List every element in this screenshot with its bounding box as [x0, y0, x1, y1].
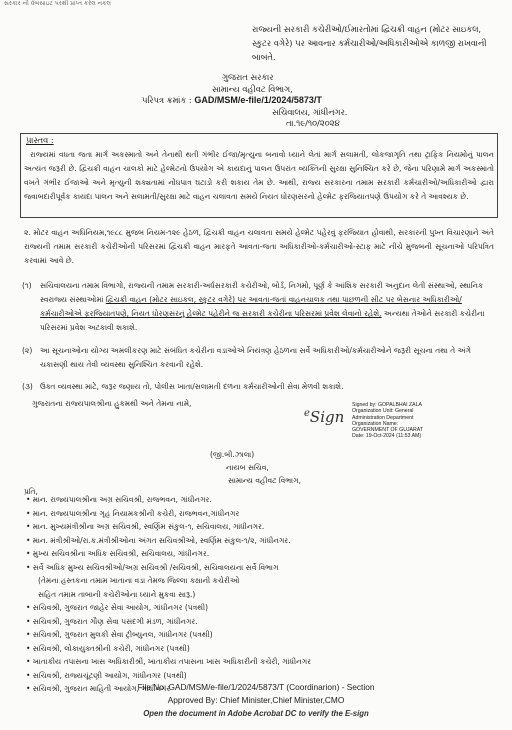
signer-designation: નાયબ સચિવ, — [226, 463, 269, 472]
instruction-text: આ સૂચનાઓના યોગ્ય અમલીકરણ માટે સંબંધિત કચેરીના વડાઓએ નિયંત્રણ હેઠળના સર્વે અધિકારીઓ/કર્મચારીઓને જરૂરી સૂચના તથા તે અંગે ચકાસણી થાય તેવી વ્યવસ્થા સુનિશ્ચિત કરવાની રહેશે. — [40, 346, 471, 369]
preamble-text: રાજ્યમાં વધતા જતા માર્ગ અકસ્માતો અને તેનાથી થતી ગંભીર ઈજા/મૃત્યુના બનાવો ધ્યાને લેતાં માર્ગ સલામતી, લોકજાગૃતિ તથા ટ્રાફિક નિયમોનું પાલન અત્યંત જરૂરી છે. દ્વિચક્રી વાહન ચાલકો માટે હેલ્મેટનો ઉપયોગ એ કાયદાનું પાલન ઉપરાંત વ્યક્તિની સુરક્ષા સુનિશ્ચિત કરે છે, જેના પરિણામે માર્ગ અકસ્માતો વખતે ગંભીર ઈજાઓ અને મૃત્યુની શક્યતામાં નોંધપાત્ર ઘટાડો કરી શકાય તેમ છે. આથી, રાજ્ય સરકારના તમામ સરકારી કર્મચારીઓ/અધિકારીઓ દ્વારા જવાબદારીપૂર્વક કાયદા પાલન અને સલામતી/સુરક્ષા માટે વાહન ચલાવતા સમયે નિયત ધોરણસરનો હેલ્મેટ ફરજિયાતપણે ઉપયોગ કરે તે આવશ્યક છે. — [24, 150, 494, 201]
list-item: • સચિવશ્રી, ગુજરાત મુલકી સેવા ટ્રીબ્યુનલ, ગાંધીનગર (પત્રથી) — [26, 630, 213, 639]
list-item: • સચિવશ્રી, રાજ્યચૂંટણી આયોગ, ગાંધીનગર (પત્રથી) — [26, 670, 187, 680]
preamble-title: પ્રાસ્તવ : — [26, 135, 54, 145]
list-item: (તેમના હસ્તકના તમામ ખાતાના વડા તેમજ જિલ્લા કક્ષાની કચેરીઓ — [38, 576, 240, 585]
department-name: સામાન્ય વહીવટ વિભાગ, — [212, 83, 293, 94]
signer-name: (જી.બી.ઝાલા) — [210, 450, 255, 459]
esign-org-name-2: GOVERNMENT OF GUJARAT — [352, 427, 423, 434]
instruction-number: (૨) — [22, 346, 33, 355]
signer-department: સામાન્ય વહીવટ વિભાગ, — [228, 476, 301, 485]
paragraph-2-number: ૨. — [24, 228, 31, 237]
top-strip: સરકાર ની વેબસાઇટ પરથી પ્રાપ્ત કરેલ નકલ — [4, 0, 111, 7]
instruction-text: સચિવાલયના તમામ વિભાગો, રાજ્યની તમામ સરકારી-અર્ધસરકારી કચેરીઓ, બોર્ડ, નિગમો, પૂર્ણ કે આંશિક સરકારી અનુદાન લેતી સંસ્થાઓ, સ્થાનિક સ્વરાજ્ય સંસ્થાઓમાં — [40, 281, 484, 304]
paragraph-2 — [24, 226, 494, 268]
paragraph-2-text: મોટર વાહન અધિનિયમ,૧૯૮૮ મુજબ નિયમ-૧૨૯ હેઠળ, દ્વિચક્રી વાહન ચલાવતા સમયે હેલ્મેટ પહેરવું ફરજિયાત હોવાથી, સરકારની પુખ્ત વિચારણાને અંતે રાજ્યની તમામ સરકારી કચેરીઓની પરિસરમાં દ્વિચક્રી વાહન મારફતે આવતા-જતા અધિકારીઓ-કર્મચારીઓ-સ્ટાફ માટે નીચે મુજબની સૂચનાઓ પરિપત્રિત કરવામાં આવે છે. — [24, 228, 494, 265]
list-item: • ખાતાકીય તપાસના ખાસ અધિકારીશ્રી, ખાતાકીય તપાસના ખાસ અધિકારીની કચેરી, ગાંધીનગર — [26, 657, 312, 666]
copies-list — [24, 493, 494, 696]
circular-number-line — [0, 95, 512, 107]
esign-signed-by: Signed by: GOPALBHAI ZALA — [352, 402, 422, 408]
circular-file-number: GAD/MSM/e-file/1/2024/5873/T — [194, 95, 322, 105]
order-line: ગુજરાતના રાજ્યપાલશ્રીના હુકમથી અને તેમના નામે, — [32, 399, 192, 408]
list-item: સહિત તમામ તાબાની કચેરીઓના ધ્યાને મુકવા સારૂ.) — [38, 589, 196, 599]
esign-block — [304, 402, 504, 448]
instruction-item-1 — [22, 279, 495, 335]
instruction-text: ઉક્ત વ્યવસ્થા માટે, જરૂર જણાય તો, પોલીસ ખાતા/સલામતી દળના કર્મચારીઓની સેવા મેળવી શકાશે. — [40, 382, 344, 391]
list-item: • મુખ્ય સચિવશ્રીના અધિક સચિવશ્રી, સચિવાલય, ગાંધીનગર. — [26, 549, 210, 558]
list-item: • માન. રાજ્યપાલશ્રીના ગૃહ નિયામકશ્રીની કચેરી, રાજભવન,ગાંધીનગર — [26, 508, 240, 518]
esign-details — [352, 402, 423, 440]
office-address: સચિવાલય, ગાંધીનગર. — [272, 106, 348, 117]
esign-org-unit-2: Administration Department — [352, 414, 414, 421]
list-item: • માન. મંત્રીશ્રીઓ/રા.ક.મંત્રીશ્રીઓના અંગત સચિવશ્રીઓ, સ્વર્ણિમ સંકુલ-૧/૨, ગાંધીનગર. — [26, 535, 291, 545]
footer-approved-by: Approved By: Chief Minister,Chief Minister,CMO — [167, 695, 345, 705]
copies-title: પ્રતિ, — [24, 487, 38, 496]
letterhead — [0, 72, 512, 130]
esign-org-name: Organization Name: — [352, 420, 399, 427]
government-name: ગુજરાત સરકાર — [222, 72, 274, 82]
footer — [0, 681, 512, 720]
circular-number-label: પરિપત્ર ક્રમાંક : — [142, 95, 195, 105]
esign-logo: $^e$Sign — [304, 408, 345, 426]
footer-file-number: File No: GAD/MSM/e-file/1/2024/5873/T (Coordinarion) - Section — [137, 682, 375, 692]
subject-text: રાજ્યની સરકારી કચેરીઓ/ઈમારતોમાં દ્વિચક્રી વાહન (મોટર સાઇકલ, સ્કુટર વગેરે) પર આવનાર કર્મચારીઓ/અધિકારીઓએ કાળજી રાખવાની બાબતે. — [252, 24, 487, 62]
instruction-item-3 — [22, 380, 495, 394]
list-item: • સચિવશ્રી, ગુજરાત જાહેર સેવા આયોગ, ગાંધીનગર (પત્રથી) — [26, 603, 209, 612]
list-item: • સચિવશ્રી, લોકાયુક્તશ્રીની કચેરી, ગાંધીનગર (પત્રથી) — [26, 643, 190, 653]
footer-verify-note: Open the document in Adobe Acrobat DC to verify the E-sign — [143, 709, 369, 718]
circular-date: તા.૧૯/૧૦/૨૦૨૪ — [286, 118, 340, 128]
list-item: • સચિવશ્રી, ગુજરાત ગૌણ સેવા પસંદગી મંડળ, ગાંધીનગર. — [26, 616, 198, 626]
instruction-underlined-text: દ્વિચક્રી વાહન (મોટર સાઇકલ, સ્કુટર વગેરે) પર આવતા-જતાં વાહનચાલક તથા પાછળની સીટ પર બેસનાર અધિકારીઓ/કર્મચારીઓએ ફરજિયાતપણે, નિયત ધોરણસરનું હેલ્મેટ પહેરીને જ સરકારી કચેરીના પરિસરમાં પ્રવેશ લેવાનો રહેશે, — [40, 295, 462, 318]
list-item: • સર્વે અધિક મુખ્ય સચિવશ્રીઓ/અગ્ર સચિવશ્રી /સચિવશ્રી, સચિવાલયના સર્વે વિભાગ — [26, 562, 279, 572]
list-item: • માન. રાજ્યપાલશ્રીના અગ્ર સચિવશ્રી, રાજભવન, ગાંધીનગર. — [26, 495, 212, 504]
list-item: • માન. મુખ્યમંત્રીશ્રીના અગ્ર સચિવશ્રી, સ્વર્ણિમ સંકુલ-૧, સચિવાલય, ગાંધીનગર. — [26, 522, 265, 531]
signer-block — [210, 448, 301, 487]
esign-org-unit: Organization Unit: General — [352, 408, 414, 415]
instruction-number: (૩) — [22, 382, 33, 391]
instruction-item-2 — [22, 344, 495, 372]
instruction-number: (૧) — [22, 281, 32, 290]
esign-date: Date: 19-Oct-2024 (11:53 AM) — [352, 433, 422, 440]
list-item: • સચિવશ્રી, ગુજરાત માહિતી આયોગ, ગાંધીનગર — [26, 684, 171, 693]
instruction-tail-text: અન્યથા તેઓને સરકારી કચેરીના પરિસરમાં પ્રવેશ અટકાવી શકાશે. — [40, 309, 485, 332]
